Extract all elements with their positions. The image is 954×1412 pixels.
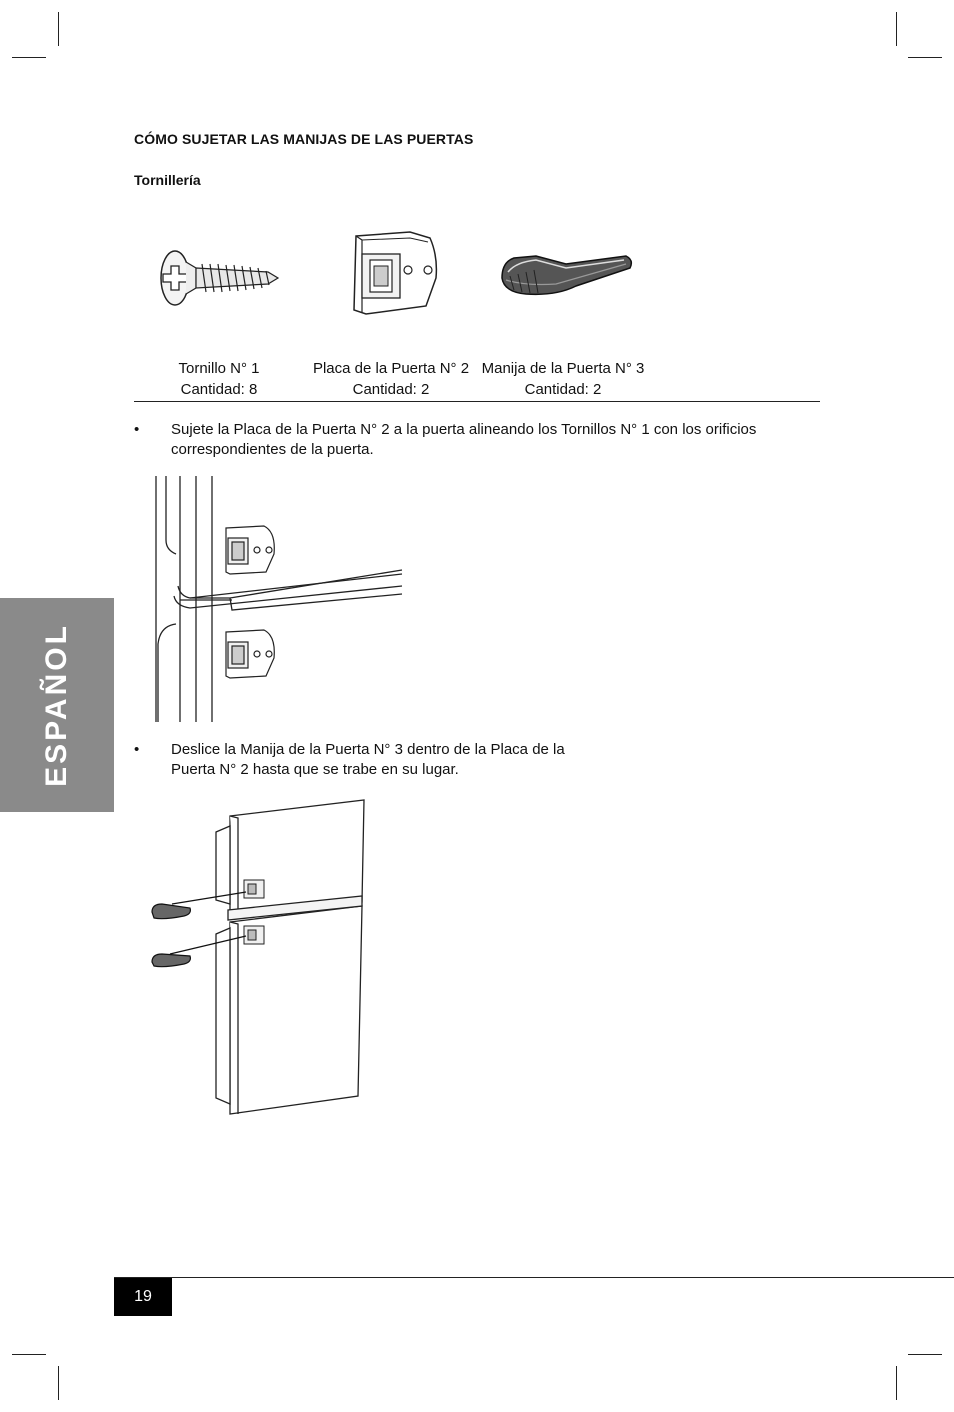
part-name: Placa de la Puerta N° 2 <box>312 360 470 377</box>
step-2-line-1: Deslice la Manija de la Puerta N° 3 dentro de la Placa de la <box>171 741 565 758</box>
door-plate-icon <box>348 228 442 318</box>
step-1-line-2: correspondientes de la puerta. <box>171 441 374 458</box>
part-quantity: Cantidad: 8 <box>180 381 258 398</box>
language-label: ESPAÑOL <box>40 623 73 787</box>
part-label-screw <box>134 358 304 400</box>
crop-mark <box>58 1366 59 1400</box>
hardware-subheading: Tornillería <box>134 172 201 188</box>
part-quantity: Cantidad: 2 <box>352 381 430 398</box>
crop-mark <box>896 1366 897 1400</box>
door-plate-mounting-illustration <box>150 474 406 724</box>
part-label-handle <box>478 358 648 400</box>
section-heading: CÓMO SUJETAR LAS MANIJAS DE LAS PUERTAS <box>134 131 474 147</box>
section-divider <box>134 401 820 402</box>
language-side-tab <box>0 598 114 812</box>
handle-insertion-illustration <box>146 796 374 1120</box>
bullet-marker: • <box>134 741 140 758</box>
step-1-line-1: Sujete la Placa de la Puerta N° 2 a la puerta alineando los Tornillos N° 1 con los orificios <box>171 421 757 438</box>
page-number: 19 <box>114 1278 172 1316</box>
footer-divider <box>114 1277 954 1278</box>
door-handle-icon <box>496 250 636 300</box>
screw-icon <box>158 248 282 308</box>
part-name: Manija de la Puerta N° 3 <box>481 360 645 377</box>
part-quantity: Cantidad: 2 <box>524 381 602 398</box>
crop-mark <box>896 12 897 46</box>
crop-mark <box>12 57 46 58</box>
crop-mark <box>12 1354 46 1355</box>
part-label-plate <box>306 358 476 400</box>
crop-mark <box>908 1354 942 1355</box>
bullet-marker: • <box>134 421 140 438</box>
crop-mark <box>58 12 59 46</box>
crop-mark <box>908 57 942 58</box>
part-name: Tornillo N° 1 <box>178 360 260 377</box>
step-2-line-2: Puerta N° 2 hasta que se trabe en su lugar. <box>171 761 459 778</box>
